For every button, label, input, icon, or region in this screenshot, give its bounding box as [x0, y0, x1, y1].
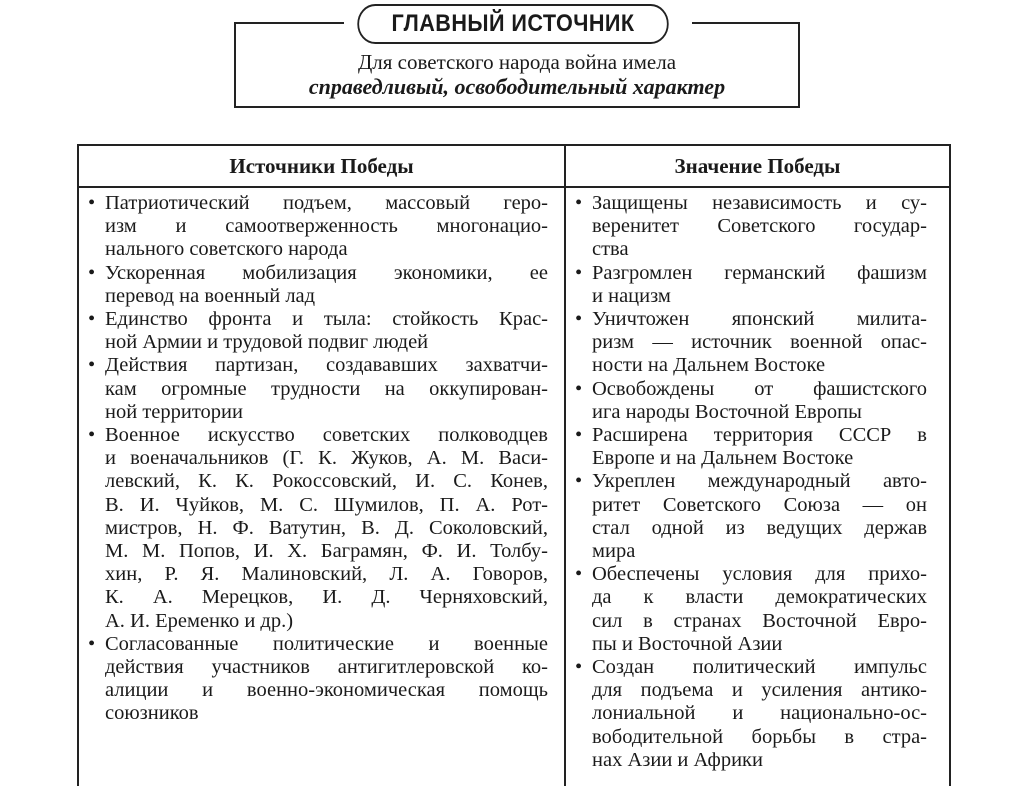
source-line: • Согласованные политические и военные: [105, 632, 548, 655]
significance-item: [570, 470, 927, 563]
source-line: хин, Р. Я. Малиновский, Л. А. Говоров,: [105, 563, 548, 586]
significance-list: [570, 192, 927, 772]
source-item: [83, 354, 548, 424]
victory-table: [77, 144, 951, 786]
source-line: левский, К. К. Рокоссовский, И. С. Конев,: [105, 470, 548, 493]
sources-list: [83, 192, 548, 726]
source-line: • Ускоренная мобилизация экономики, ее: [105, 261, 548, 284]
source-line: • Военное искусство советских полководцев: [105, 424, 548, 447]
column-header-significance: Значение Победы: [674, 154, 841, 178]
significance-item: [570, 308, 927, 378]
significance-item: [570, 262, 927, 308]
source-line: алиции и военно-экономическая помощь: [105, 679, 548, 702]
significance-line: • Уничтожен японский милита-: [592, 308, 927, 331]
source-line: изм и самоотверженность многонацио-: [105, 215, 548, 238]
column-header-sources: Источники Победы: [229, 154, 414, 178]
significance-line: ности на Дальнем Востоке: [592, 354, 826, 377]
source-line: и военачальников (Г. К. Жуков, А. М. Васи-: [105, 447, 548, 470]
significance-line: • Создан политический импульс: [592, 656, 927, 679]
source-line: К. А. Мерецков, И. Д. Черняховский,: [105, 586, 548, 609]
significance-line: ритет Советского Союза — он: [592, 493, 927, 516]
source-item: [83, 308, 548, 354]
source-item: [83, 633, 548, 726]
column-divider: [564, 146, 566, 786]
significance-line: • Обеспечены условия для прихо-: [592, 563, 927, 586]
significance-line: Европе и на Дальнем Востоке: [592, 447, 854, 470]
significance-line: ига народы Восточной Европы: [592, 400, 862, 423]
source-line: • Патриотический подъем, массовый геро-: [105, 192, 548, 214]
source-line: нального советского народа: [105, 238, 348, 261]
source-item: [83, 424, 548, 633]
significance-line: веренитет Советского государ-: [592, 215, 927, 238]
main-source-title: ГЛАВНЫЙ ИСТОЧНИК: [357, 4, 668, 44]
significance-line: • Защищены независимость и су-: [592, 192, 927, 214]
source-item: [83, 192, 548, 262]
source-line: • Единство фронта и тыла: стойкость Крас-: [105, 308, 548, 331]
source-line: перевод на военный лад: [105, 284, 316, 307]
significance-line: нах Азии и Африки: [592, 748, 763, 771]
main-source-text: Для советского народа война имела: [357, 50, 677, 74]
significance-line: пы и Восточной Азии: [592, 632, 783, 655]
significance-line: сил в странах Восточной Евро-: [592, 609, 927, 632]
source-line: действия участников антигитлеровской ко-: [105, 656, 548, 679]
source-line: В. И. Чуйков, М. С. Шумилов, П. А. Рот-: [105, 493, 548, 516]
significance-line: • Расширена территория СССР в: [592, 424, 927, 447]
significance-line: ства: [592, 238, 629, 261]
significance-line: лониальной и национально-ос-: [592, 702, 927, 725]
significance-item: [570, 424, 927, 470]
source-line: ной территории: [105, 400, 243, 423]
significance-item: [570, 192, 927, 262]
significance-line: • Освобождены от фашистского: [592, 377, 927, 400]
significance-item: [570, 563, 927, 656]
significance-line: и нацизм: [592, 284, 671, 307]
significance-line: стал одной из ведущих держав: [592, 516, 927, 539]
source-line: мистров, Н. Ф. Ватутин, В. Д. Соколовский,: [105, 516, 548, 539]
main-source-emphasis: справедливый, освободительный характер: [308, 74, 726, 99]
significance-line: вободительной борьбы в стра-: [592, 725, 927, 748]
source-item: [83, 262, 548, 308]
significance-item: [570, 656, 927, 772]
significance-line: • Укреплен международный авто-: [592, 470, 927, 493]
significance-line: мира: [592, 540, 636, 563]
source-line: М. М. Попов, И. Х. Баграмян, Ф. И. Толбу-: [105, 540, 548, 563]
source-line: А. И. Еременко и др.): [105, 609, 294, 632]
significance-line: • Разгромлен германский фашизм: [592, 261, 927, 284]
significance-item: [570, 378, 927, 424]
header-rule: [79, 186, 949, 188]
source-line: ной Армии и трудовой подвиг людей: [105, 331, 429, 354]
significance-line: да к власти демократических: [592, 586, 927, 609]
source-line: союзников: [105, 702, 199, 725]
significance-line: для подъема и усиления антико-: [592, 679, 927, 702]
source-line: • Действия партизан, создававших захватчи-: [105, 354, 548, 377]
significance-line: ризм — источник военной опас-: [592, 331, 927, 354]
source-line: кам огромные трудности на оккупирован-: [105, 377, 548, 400]
